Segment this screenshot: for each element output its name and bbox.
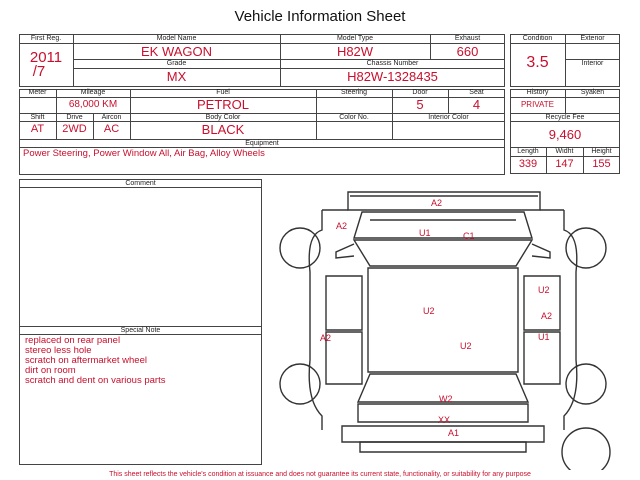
mileage-label: Mileage [80, 89, 106, 96]
comment-box [19, 179, 262, 465]
damage-mark: C1 [463, 231, 475, 241]
model-name-label: Model Name [156, 35, 197, 42]
meter-label: Meter [28, 89, 47, 96]
equipment-label: Equipment [245, 140, 279, 147]
recycle-fee-label: Recycle Fee [545, 114, 585, 121]
width-value: 147 [555, 158, 574, 170]
model-name-value: EK WAGON [140, 44, 213, 59]
damage-mark: A2 [431, 198, 443, 208]
wheel-rear-right [566, 364, 606, 404]
damage-mark: U2 [538, 285, 550, 295]
condition-label: Condition [522, 35, 553, 42]
wheel-front-left [280, 228, 320, 268]
aircon-value: AC [103, 123, 120, 135]
length-value: 339 [518, 158, 538, 170]
special-note-line: stereo less hole [25, 345, 92, 356]
shift-value: AT [30, 123, 45, 135]
disclaimer-footer: This sheet reflects the vehicle's condition at issuance and does not guarantee its current state, functionality, or suitability for any purpose [109, 471, 531, 478]
door-value: 5 [416, 97, 424, 112]
special-note-line: scratch on aftermarket wheel [25, 355, 147, 366]
chassis-number-label: Chassis Number [366, 60, 419, 67]
height-label: Height [591, 148, 612, 155]
body-color-label: Body Color [205, 114, 241, 121]
damage-mark: A1 [448, 428, 460, 438]
interior-color-label: Interior Color [428, 114, 469, 121]
mileage-value: 68,000 KM [68, 99, 118, 110]
page-title: Vehicle Information Sheet [234, 8, 406, 25]
damage-mark: W2 [439, 394, 453, 404]
seat-value: 4 [472, 97, 481, 112]
grade-value: MX [166, 69, 187, 84]
damage-mark: A2 [320, 333, 332, 343]
damage-mark: XX [438, 415, 451, 425]
interior-label: Interior [581, 60, 604, 67]
grade-label: Grade [166, 60, 187, 67]
roof [368, 268, 518, 372]
width-label: Widht [555, 148, 574, 155]
car-diagram [270, 180, 620, 470]
length-label: Length [517, 148, 539, 155]
model-type-label: Model Type [336, 35, 374, 42]
door-label: Door [412, 89, 428, 96]
drive-value: 2WD [62, 123, 87, 135]
fuel-value: PETROL [196, 97, 249, 112]
chassis-number-value: H82W-1328435 [347, 69, 438, 84]
exhaust-value: 660 [456, 44, 479, 59]
model-type-value: H82W [336, 44, 374, 59]
height-value: 155 [592, 158, 611, 170]
wheel-rear-left [280, 364, 320, 404]
first-reg-month: /7 [32, 63, 46, 80]
syaken-label: Syaken [580, 89, 605, 96]
equipment-value: Power Steering, Power Window All, Air Bag, Alloy Wheels [23, 148, 265, 159]
damage-mark: A2 [336, 221, 348, 231]
damage-mark: U1 [538, 332, 550, 342]
first-reg-label: First Reg. [30, 35, 62, 42]
drive-label: Drive [66, 114, 83, 121]
color-no-label: Color No. [339, 114, 369, 121]
damage-mark: U2 [423, 306, 435, 316]
steering-label: Steering [340, 89, 368, 96]
damage-mark: A2 [541, 311, 553, 321]
body-color-value: BLACK [201, 122, 245, 137]
special-note-line: scratch and dent on various parts [25, 375, 166, 386]
shift-label: Shift [30, 114, 45, 121]
exterior-label: Exterior [580, 35, 605, 42]
comment-label: Comment [125, 180, 156, 187]
spare-wheel [562, 428, 610, 470]
special-note-label: Special Note [120, 327, 161, 334]
exhaust-label: Exhaust [454, 35, 481, 42]
seat-label: Seat [469, 89, 484, 96]
wheel-front-right [566, 228, 606, 268]
first-reg-year: 2011 [29, 49, 63, 66]
fuel-label: Fuel [216, 89, 230, 96]
history-label: History [526, 89, 549, 96]
front-bumper [348, 192, 540, 210]
aircon-label: Aircon [101, 114, 122, 121]
hood [354, 212, 532, 238]
condition-value: 3.5 [526, 54, 549, 71]
damage-mark: U1 [419, 228, 431, 238]
windshield [354, 240, 532, 266]
special-note-line: replaced on rear panel [25, 335, 121, 346]
special-note-line: dirt on room [25, 365, 76, 376]
damage-mark: U2 [460, 341, 472, 351]
history-value: PRIVATE [520, 100, 555, 109]
rear-bumper [342, 426, 544, 442]
recycle-fee-value: 9,460 [548, 127, 582, 142]
